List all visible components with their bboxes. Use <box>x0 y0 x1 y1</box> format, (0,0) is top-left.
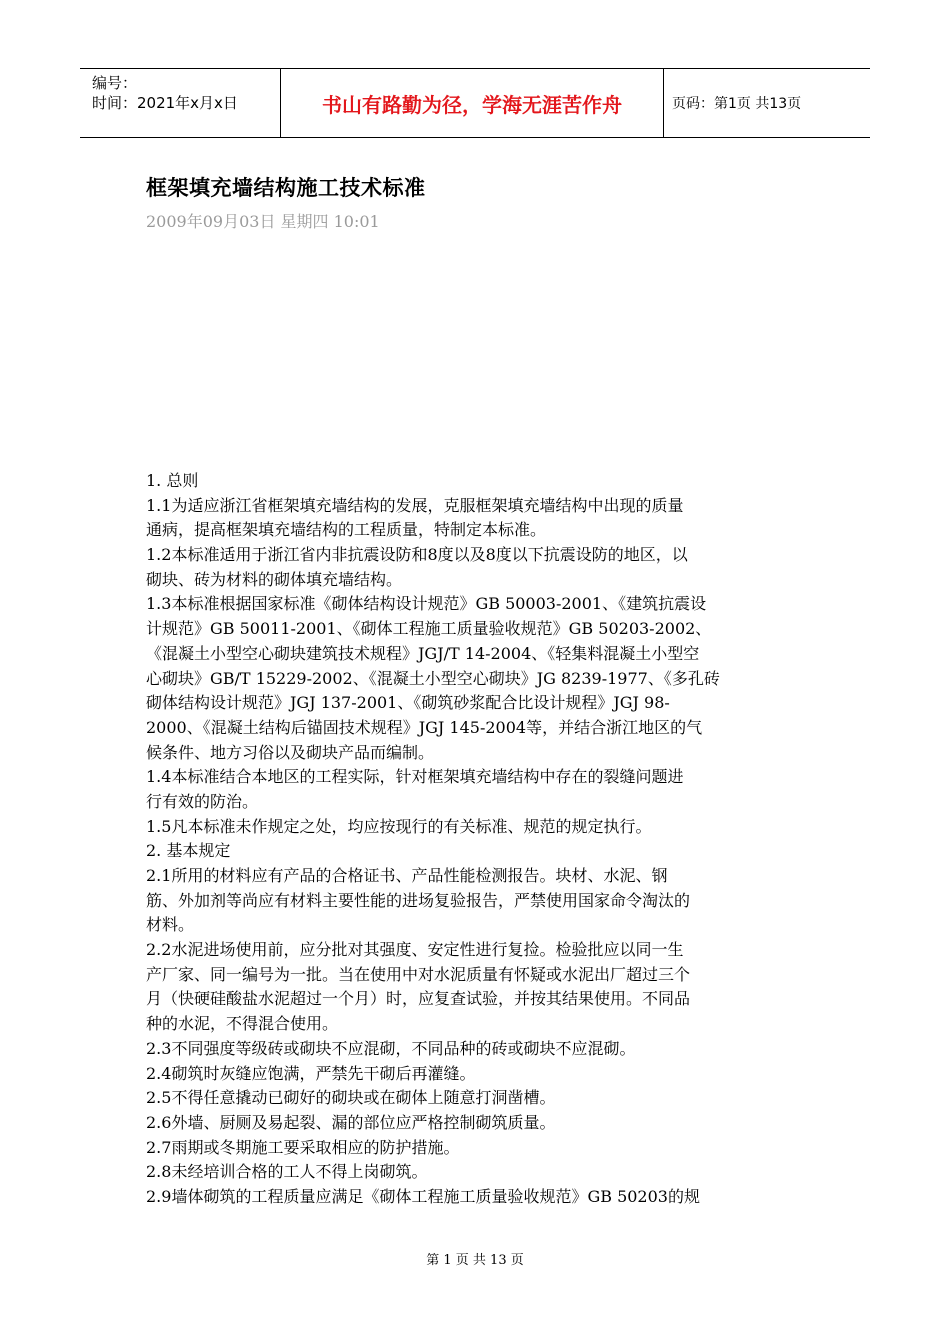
body-line: 1. 总则 <box>146 471 199 490</box>
body-line: 通病，提高框架填充墙结构的工程质量，特制定本标准。 <box>146 520 547 540</box>
header-meta-cell <box>80 69 281 137</box>
body-line: 2.2水泥进场使用前，应分批对其强度、安定性进行复捡。检验批应以同一生 <box>146 940 684 960</box>
body-line: 1.4本标准结合本地区的工程实际，针对框架填充墙结构中存在的裂缝问题进 <box>146 767 684 787</box>
body-line: 月（快硬硅酸盐水泥超过一个月）时，应复查试验，并按其结果使用。不同品 <box>146 989 691 1009</box>
header-time-label: 时间：2021年x月x日 <box>92 94 238 112</box>
header-page-info: 页码：第1页 共13页 <box>672 96 802 112</box>
body-line: 2. 基本规定 <box>146 841 231 861</box>
body-line: 1.1为适应浙江省框架填充墙结构的发展，克服框架填充墙结构中出现的质量 <box>146 495 684 515</box>
body-line: 计规范》GB 50011-2001、《砌体工程施工质量验收规范》GB 50203-2002、 <box>146 619 712 639</box>
body-line: 候条件、地方习俗以及砌块产品而编制。 <box>146 742 435 762</box>
body-line: 2.7雨期或冬期施工要采取相应的防护措施。 <box>146 1137 460 1157</box>
body-line: 行有效的防治。 <box>146 791 259 811</box>
body-line: 材料。 <box>146 915 195 935</box>
body-line: 产厂家、同一编号为一批。当在使用中对水泥质量有怀疑或水泥出厂超过三个 <box>146 964 691 984</box>
body-line: 2.1所用的材料应有产品的合格证书、产品性能检测报告。块材、水泥、钢 <box>146 866 668 885</box>
body-line: 1.2本标准适用于浙江省内非抗震设防和8度以及8度以下抗震设防的地区，以 <box>146 545 688 565</box>
body-line: 《混凝土小型空心砌块建筑技术规程》JGJ/T 14-2004、《轻集料混凝土小型空 <box>146 643 700 663</box>
body-line: 2.3不同强度等级砖或砌块不应混砌，不同品种的砖或砌块不应混砌。 <box>146 1038 636 1058</box>
body-line: 砌体结构设计规范》JGJ 137-2001、《砌筑砂浆配合比设计规程》JGJ 98- <box>146 693 670 713</box>
body-line: 2000、《混凝土结构后锚固技术规程》JGJ 145-2004等，并结合浙江地区的气 <box>146 717 703 737</box>
body-line: 筋、外加剂等尚应有材料主要性能的进场复验报告，严禁使用国家命令淘汰的 <box>146 890 691 910</box>
document-body <box>146 469 810 1210</box>
document-title: 框架填充墙结构施工技术标准 <box>146 176 426 200</box>
body-line: 砌块、砖为材料的砌体填充墙结构。 <box>146 569 403 589</box>
document-date: 2009年09月03日 星期四 10:01 <box>146 212 380 231</box>
body-line: 2.5不得任意撬动已砌好的砌块或在砌体上随意打洞凿槽。 <box>146 1088 556 1108</box>
body-line: 2.4砌筑时灰缝应饱满，严禁先干砌后再灌缝。 <box>146 1063 476 1083</box>
header-number-label: 编号： <box>92 74 138 92</box>
body-line: 心砌块》GB/T 15229-2002、《混凝土小型空心砌块》JG 8239-1977、《多孔砖 <box>146 668 720 688</box>
body-line: 2.8未经培训合格的工人不得上岗砌筑。 <box>146 1162 428 1182</box>
body-line: 1.3本标准根据国家标准《砌体结构设计规范》GB 50003-2001、《建筑抗震设 <box>146 594 707 614</box>
page-footer: 第 1 页 共 13 页 <box>426 1253 524 1268</box>
body-line: 1.5凡本标准未作规定之处，均应按现行的有关标准、规范的规定执行。 <box>146 816 652 836</box>
header-motto: 书山有路勤为径，学海无涯苦作舟 <box>281 69 664 137</box>
body-line: 2.6外墙、厨厕及易起裂、漏的部位应严格控制砌筑质量。 <box>146 1112 556 1132</box>
page-header-table <box>80 68 870 138</box>
body-line: 2.9墙体砌筑的工程质量应满足《砌体工程施工质量验收规范》GB 50203的规 <box>146 1186 700 1206</box>
body-line: 种的水泥，不得混合使用。 <box>146 1014 339 1034</box>
